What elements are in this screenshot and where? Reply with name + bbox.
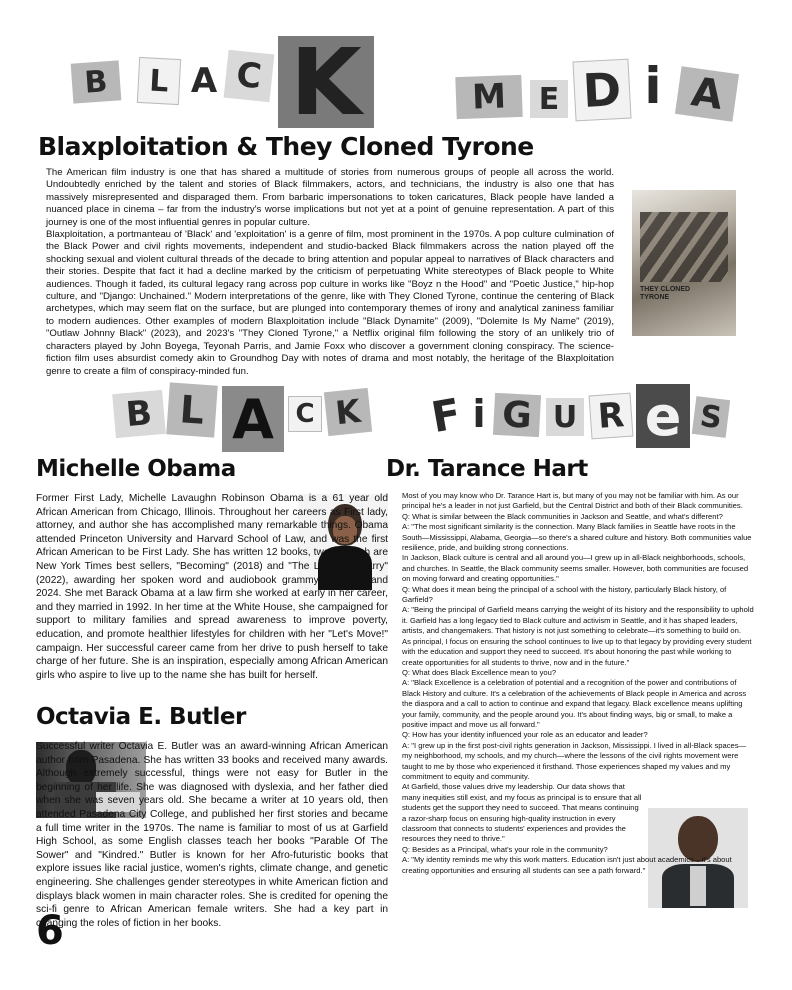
banner-letter: e <box>636 384 690 448</box>
banner-letter: A <box>222 386 284 452</box>
article-paragraph: The American film industry is one that has shared a multitude of stories from numerous groups of people all across the world. Undoubtedly enriched by the talent and stories of Black filmmakers, actors, and technicians, the industry is also one that has massively misrepresented and disparaged them. From barbaric impersonations to token caricatures, Black people have landed a nuanced place in cinema – far from the industry's worse implications but not yet at a point of genuine representation. A part of this journey is one of the most influential genres in popular culture. <box>46 167 614 228</box>
page-number: 6 <box>36 908 64 954</box>
banner-letter: B <box>71 60 122 103</box>
banner-letter: L <box>166 382 218 437</box>
interview-answer: A: "My identity reminds me why this work matters. Education isn't just about academics—it's about creating opportunities and ensuring all students can see a path forward." <box>402 855 732 875</box>
butler-bio <box>36 740 388 930</box>
banner-letter: B <box>112 390 166 438</box>
butler-heading: Octavia E. Butler <box>36 704 246 730</box>
obama-heading: Michelle Obama <box>36 456 236 482</box>
poster-title: THEY CLONED TYRONE <box>640 286 691 301</box>
banner-letter: E <box>530 80 568 118</box>
banner-letter: L <box>137 57 181 105</box>
banner-letter: G <box>493 393 541 437</box>
banner-letter: i <box>472 392 486 436</box>
article-title: Blaxploitation & They Cloned Tyrone <box>38 132 534 161</box>
banner-letter: K <box>278 36 374 128</box>
banner-letter: U <box>546 398 584 436</box>
banner-letter: S <box>692 396 730 438</box>
banner-letter: R <box>589 393 634 440</box>
banner-letter: D <box>572 59 631 122</box>
interview-line: Most of you may know who Dr. Tarance Hart is, but many of you may not be familiar with him. As our principal he's a leader in not just Garfield, but the Central District and both of their Black communities. <box>402 491 743 511</box>
article-body <box>46 167 614 378</box>
interview-answer: A: "Black Excellence is a celebration of potential and a recognition of the power and contributions of Black History and culture. It's a celebration of the achievements of Black people in America and across the diaspora and a call to action to continue and expand that legacy. Black excellence means uplifting your family, community, and the people around you. It's about finding ways, big or small, to make a positive impact and move us all forward." <box>402 678 747 729</box>
interview-answer: At Garfield, those values drive my leadership. Our data shows that many inequities still exist, and my focus as principal is to ensure that all students get the support they need to succeed. That means continuing a razor-sharp focus on ensuring high-quality instruction in every classroom that connects to students' experiences and provides the resources they need to thrive." <box>402 782 642 844</box>
obama-bio <box>36 492 388 682</box>
interview-answer: A: "I grew up in the first post-civil rights generation in Jackson, Mississippi. I lived in all-Black spaces—my neighborhood, my schools, and my church—where the lessons of the civil rights movement were taught to me by those who experienced it firsthand. Those experiences shaped my values and my commitment to equity and community. <box>402 740 747 781</box>
butler-bio-text: Successful writer Octavia E. Butler was an award-winning African American author from Pasadena. She has written 33 books and received many awards. Although extremely successful, things were not easy for Butler in the beginning of her life. She was diagnosed with dyslexia, and her father died when she was seven years old. She became a writer at 10 years old, then attended Pasadena City College, and published her first stories and became a full time writer in the 1970s. The name is familiar to most of us at Garfield High School, as some English classes teach her books "Parable Of The Sower" and "Kindred." Butler is known for her Afro-futuristic books that explore issues like racial justice, women's rights, climate change, and genetic engineering. She challenges gender stereotypes in white American fiction and displays black women in main character roles. She is credited for opening the sci-fi genre to African American female writers. She had a key part in changing the roles of fiction in her books. <box>36 741 388 929</box>
banner-letter: M <box>455 75 522 119</box>
banner-letter: F <box>427 388 465 442</box>
article-paragraph: Blaxploitation, a portmanteau of 'Black' and 'exploitation' is a genre of film, most prominent in the 1970s. A pop culture culmination of the Black Power and civil rights movements, independent and studio-backed Black filmmakers across the nation played off the shocking sexual and violent cultural threads of the decade to bring attention and popular appeal to narratives of Black characters and their stories. Despite that fact it had a decline marked by the criticism of perpetuating White stereotypes of Black people to White audiences. Though it faded, its cultural legacy rang across pop culture in works like "Boyz n the Hood" and "Poetic Justice," hip-hop culture, and "Django: Unchained." Modern interpretations of the genre, like with They Cloned Tyrone, continue the centering of Black archetypes, which may seem flat on the surface, but are plunged into contemporary themes of irony and analytical zaniness familiar to modern audiences. Other examples of modern Blaxploitation include "Black Dynamite" (2009), "Dolemite Is My Name" (2019), "Outlaw Johnny Black" (2023), and 2023's "They Cloned Tyrone," a Netflix original film following the story of an unlikely trio of characters played by John Boyega, Teyonah Parris, and Jamie Foxx who discover a government cloning conspiracy. The science-fiction film uses absurdist comedy akin to Groundhog Day with notes of drama and most notably, the heritage of the Blaxploitation genre to create a film of conspiracy-minded fun. <box>46 229 614 377</box>
interview-answer: A: "Being the principal of Garfield means carrying the weight of its history and the responsibility to uphold it. Garfield has a long legacy tied to Black culture and activism in Seattle, and it has shaped leaders, artists, and changemakers. That history is not just something to celebrate—it's something to build on. <box>402 605 754 636</box>
banner-letter: i <box>644 57 662 115</box>
hart-interview <box>402 491 754 876</box>
interview-question: Q: What does it mean being the principal of a school with the history, particularly Black history, of Garfield? <box>402 584 727 605</box>
banner-letter: C <box>224 50 275 103</box>
hart-heading: Dr. Tarance Hart <box>386 456 588 482</box>
interview-question: Q: What does Black Excellence mean to you? <box>402 667 557 677</box>
banner-letter: C <box>288 396 322 432</box>
interview-answer: In Jackson, Black culture is central and all around you—I grew up in all-Black neighborhoods, schools, and churches. In Seattle, the Black community seems smaller. However, both communities are focused on moving forward and creating opportunities." <box>402 553 749 584</box>
interview-answer: A: "The most significant similarity is the connection. Many Black families in Seattle have roots in the South—Mississippi, Alabama, Georgia—so there's a shared culture and history. Both communities value resilience, pride, and building strong connections. <box>402 522 752 553</box>
interview-question: Q: What is similar between the Black communities in Jackson and Seattle, and what's different? <box>402 511 723 521</box>
movie-poster <box>632 190 736 336</box>
interview-answer: As principal, I focus on ensuring the school continues to live up to that legacy by providing every student with the education and support they need to succeed. It's about honoring the past while working to create opportunities for all students to thrive, now and in the future." <box>402 636 752 667</box>
banner-letter: A <box>190 61 218 101</box>
interview-question: Q: How has your identity influenced your role as an educator and leader? <box>402 730 648 740</box>
interview-question: Q: Besides as a Principal, what's your role in the community? <box>402 844 608 854</box>
obama-bio-text: Former First Lady, Michelle Lavaughn Robinson Obama is a 61 year old African American from Chicago, Illinois. Throughout her careers as First lady, attorney, and author she has accomplished many remarkable things. Obama attended Princeton University and Harvard School of Law, and was the first African American to be First Lady. She has written 12 books, two of which are New York Times best sellers, "Becoming" (2018) and "The Light We Carry" (2022), awarding her spoken word and audiobook grammys in 2020 and 2024. She met Barack Obama at a law firm she worked at early in her career, and they married in 1992. In her time at the White House, she campaigned for support to military families and spread awareness to improve poverty, education, and promote healthier lifestyles for children with her "Let's Move!" campaign. Her successful career came from her drive to push herself to take charge of her future. She is an inspiration, especially among African American girls who aspire to live up to the name she has built for herself. <box>36 493 388 681</box>
banner-letter: K <box>324 388 372 436</box>
banner-letter: A <box>675 66 739 122</box>
